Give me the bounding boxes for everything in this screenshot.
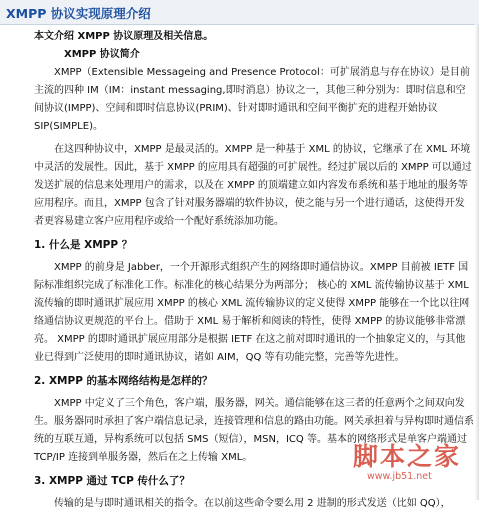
title-divider — [0, 24, 479, 25]
section-text-tcp: 传输的是与即时通讯相关的指令。在以前这些命令要么用 2 进制的形式发送（比如 QQ）， — [54, 498, 451, 509]
section-heading-what-is-xmpp: 1. 什么是 XMPP ？ — [34, 239, 133, 251]
page-title: XMPP 协议实现原理介绍 — [6, 6, 151, 21]
paragraph-comparison: 在这四种协议中，XMPP 是最灵活的。XMPP 是一种基于 XML 的协议，它继承了在 XML 环境中灵活的发展性。因此，基于 XMPP 的应用具有超强的可扩展性。经过扩展以后的 XMPP 可以通过发送扩展的信息来处理用户的需求，以及在 XMPP 的顶端建立如内容发布系统和基于地址的服务等应用程序。而且，XMPP 包含了针对服务器端的软件协议，使之能与另一个进行通话，这使得开发者更容易建立客户应用程序或给一个配好系统添加功能。 — [34, 144, 472, 227]
watermark-url: www.jb51.net — [367, 471, 432, 482]
section-heading-network-structure: 2. XMPP 的基本网络结构是怎样的？ — [34, 375, 213, 387]
section-text-what-is-xmpp: XMPP 的前身是 Jabber，一个开源形式组织产生的网络即时通信协议。XMPP 目前被 IETF 国际标准组织完成了标准化工作。标准化的核心结果分为两部分； 核心的 XML 流传输协议基于 XML 流传输的即时通讯扩展应用 XMPP 的核心 XML 流传输协议的定义使得 XMPP 能够在一个比以往网络通信协议更规范的平台上。借助于 XML 易于解析和阅读的特性，使得 XMPP 的协议能够非常漂亮。 XMPP 的即时通讯扩展应用部分是根据 IETF 在这之前对即时通讯的一个抽象定义的，与其他业已得到广泛使用的即时通讯协议，诸如 AIM，QQ 等有功能完整，完善等先进性。 — [34, 262, 470, 363]
title-bar — [0, 0, 479, 24]
subheading: XMPP 协议简介 — [64, 49, 140, 60]
paragraph-overview: XMPP（Extensible Messageing and Presence Protocol：可扩展消息与存在协议）是目前主流的四种 IM（IM：instant messaging,即时消息）协议之一，其他三种分别为：即时信息和空间协议(IMPP)、空间和即时信息协议(PRIM)、针对即时通讯和空间平衡扩充的进程开始协议 SIP(SIMPLE)。 — [34, 67, 470, 132]
section-text-network-structure: XMPP 中定义了三个角色，客户端，服务器，网关。通信能够在这三者的任意两个之间双向发生。服务器同时承担了客户端信息记录，连接管理和信息的路由功能。网关承担着与异构即时通信系统的互联互通，异构系统可以包括 SMS（短信），MSN，ICQ 等。基本的网络形式是单客户端通过 TCP/IP 连接到单服务器，然后在之上传输 XML。 — [34, 398, 474, 463]
page-shadow-edge — [475, 24, 479, 500]
article-body — [34, 28, 474, 509]
section-heading-tcp: 3. XMPP 通过 TCP 传什么了？ — [34, 475, 190, 487]
intro-text: 本文介绍 XMPP 协议原理及相关信息。 — [34, 31, 214, 42]
watermark-logo-text: 脚本之家 — [353, 442, 462, 471]
